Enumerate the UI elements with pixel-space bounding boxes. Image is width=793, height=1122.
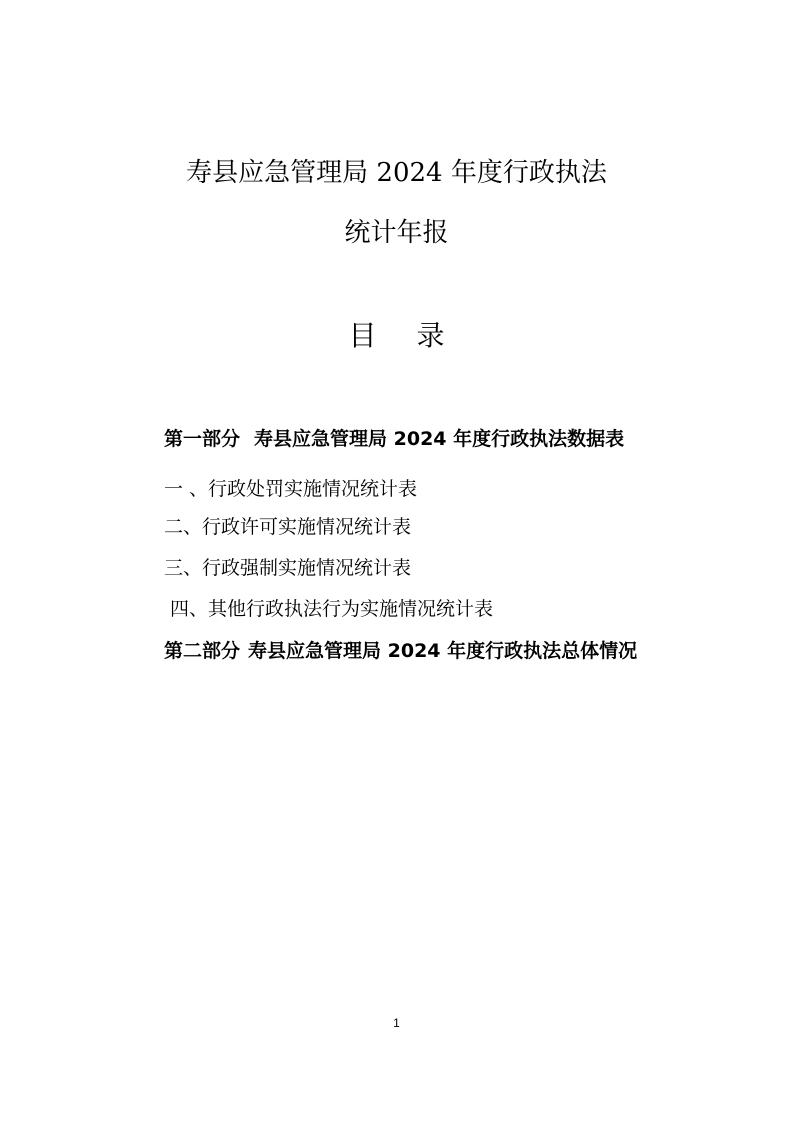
toc-item-1: 一 、行政处罚实施情况统计表 bbox=[164, 478, 418, 500]
toc-part-2-label: 第二部分 bbox=[164, 640, 241, 662]
toc-part-1-label: 第一部分 bbox=[164, 428, 241, 450]
document-title-line-1: 寿县应急管理局 2024 年度行政执法 bbox=[186, 158, 607, 188]
document-title-line-2: 统计年报 bbox=[344, 218, 449, 248]
toc-part-1-title: 寿县应急管理局 2024 年度行政执法数据表 bbox=[254, 428, 625, 450]
toc-item-4: 四、其他行政执法行为实施情况统计表 bbox=[170, 598, 494, 620]
page-number: 1 bbox=[393, 1016, 400, 1030]
toc-heading bbox=[0, 314, 793, 354]
toc-item-2: 二、行政许可实施情况统计表 bbox=[164, 516, 412, 538]
toc-part-1 bbox=[164, 424, 624, 451]
toc-part-2-title: 寿县应急管理局 2024 年度行政执法总体情况 bbox=[248, 640, 638, 662]
toc-heading-left: 目 bbox=[348, 319, 377, 352]
toc-heading-right: 录 bbox=[416, 319, 445, 352]
toc-part-2 bbox=[164, 636, 637, 663]
toc-item-3: 三、行政强制实施情况统计表 bbox=[164, 557, 412, 579]
